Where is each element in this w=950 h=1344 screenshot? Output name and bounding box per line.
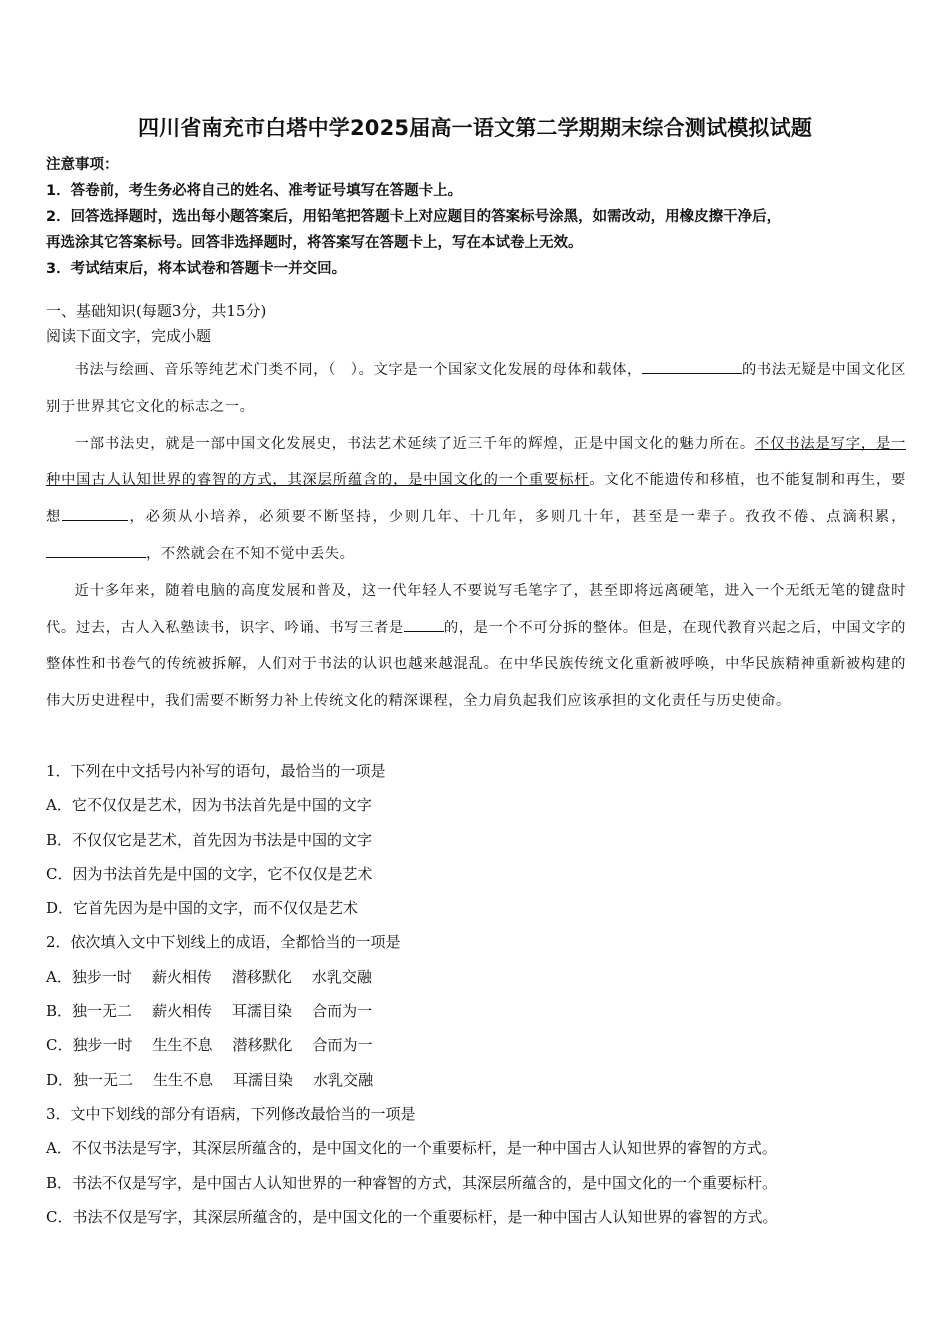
question-option (46, 1028, 906, 1062)
question-option: A．它不仅仅是艺术，因为书法首先是中国的文字 (46, 796, 372, 815)
passage-text: 的书法无疑是中国文化区别于世界其它文化的标志之一。 (46, 362, 906, 415)
idiom: 水乳交融 (313, 1070, 374, 1089)
question-option: A．不仅书法是写字，其深层所蕴含的，是中国文化的一个重要标杆，是一种中国古人认知世界的睿智的方式。 (46, 1139, 777, 1158)
questions (46, 754, 906, 1234)
question-option: B．不仅仅它是艺术，首先因为书法是中国的文字 (46, 830, 373, 849)
question-option: D．它首先因为是中国的文字，而不仅仅是艺术 (46, 899, 359, 918)
passage-text: 的，是一个不可分拆的整体。但是，在现代教育兴起之后，中国文字的整体性和书卷气的传统被拆解，人们对于书法的认识也越来越混乱。在中华民族传统文化重新被呼唤，中华民族精神重新被构建的伟大历史进程中，我们需要不断努力补上传统文化的精深课程，全力肩负起我们应该承担的文化责任与历史使命。 (46, 619, 906, 710)
passage-text: 近十多年来，随着电脑的高度发展和普及，这一代年轻人不要说写毛笔字了，甚至即将远离硬笔，进入一个无纸无笔的键盘时代。过去，古人入私塾读书，识字、吟诵、书写三者是 (46, 582, 906, 636)
idiom: 薪火相传 (152, 1002, 213, 1021)
reading-passage (46, 352, 906, 720)
passage-paragraph-1 (46, 352, 906, 426)
idiom: 耳濡目染 (232, 1002, 293, 1021)
passage-text: 一部书法史，就是一部中国文化发展史，书法艺术延续了近三千年的辉煌，正是中国文化的魅力所在。 (74, 435, 756, 452)
question-stem: 1．下列在中文括号内补写的语句，最恰当的一项是 (46, 762, 386, 780)
fill-blank (46, 541, 146, 558)
passage-text: 书法与绘画、音乐等纯艺术门类不同，（ ）。文字是一个国家文化发展的母体和载体， (74, 362, 642, 378)
underlined-sentence: 不仅书法是写字，是一种中国古人认知世界的睿智的方式，其深层所蕴含的，是中国文化的一个重要标杆 (46, 435, 906, 489)
reading-instruction: 阅读下面文字，完成小题 (46, 327, 212, 345)
idiom: 生生不息 (152, 1036, 213, 1055)
question-option (46, 960, 906, 994)
notice-block (46, 152, 906, 282)
question-option: B．书法不仅是写字，是中国古人认知世界的一种睿智的方式，其深层所蕴含的，是中国文化的一个重要标杆。 (46, 1173, 778, 1192)
fill-blank (642, 357, 742, 374)
idiom: 水乳交融 (311, 967, 372, 986)
question-option: C．书法不仅是写字，其深层所蕴含的，是中国文化的一个重要标杆，是一种中国古人认知世界的睿智的方式。 (46, 1207, 778, 1226)
idiom: B．独一无二 (46, 1002, 133, 1021)
question-stem: 2．依次填入文中下划线上的成语，全都恰当的一项是 (46, 933, 401, 952)
section-heading: 一、基础知识(每题3分，共15分) (46, 302, 267, 320)
notice-item: 3．考试结束后，将本试卷和答题卡一并交回。 (46, 261, 347, 277)
idiom: 耳濡目染 (233, 1070, 294, 1089)
fill-blank (62, 504, 128, 521)
notice-item: 1．答卷前，考生务必将自己的姓名、准考证号填写在答题卡上。 (46, 183, 463, 199)
idiom: 生生不息 (153, 1070, 214, 1089)
notice-item: 2．回答选择题时，选出每小题答案后，用铅笔把答题卡上对应题目的答案标号涂黑，如需改动，用橡皮擦干净后， (46, 209, 782, 225)
idiom: 潜移默化 (232, 1036, 293, 1055)
question-option (46, 994, 906, 1028)
passage-paragraph-3 (46, 573, 906, 720)
passage-text: 。文化不能遗传和移植，也不能复制和再生，要想 (46, 472, 906, 526)
question-stem: 3．文中下划线的部分有语病，下列修改最恰当的一项是 (46, 1104, 416, 1123)
idiom: C．独步一时 (46, 1036, 133, 1055)
passage-text: ，不然就会在不知不觉中丢失。 (146, 545, 355, 562)
idiom: 合而为一 (312, 1036, 373, 1055)
fill-blank (404, 615, 444, 632)
idiom: 薪火相传 (151, 967, 212, 986)
question-option: C．因为书法首先是中国的文字，它不仅仅是艺术 (46, 864, 373, 883)
question-option (46, 1063, 906, 1097)
idiom: D．独一无二 (46, 1070, 134, 1089)
passage-text: ，必须从小培养，必须要不断坚持，少则几年、十几年，多则几十年，甚至是一辈子。孜孜不倦、点滴积累， (128, 509, 907, 526)
notice-heading: 注意事项： (46, 157, 119, 173)
passage-paragraph-2 (46, 426, 906, 573)
idiom: 潜移默化 (231, 967, 292, 986)
exam-title: 四川省南充市白塔中学2025届高一语文第二学期期末综合测试模拟试题 (137, 116, 813, 140)
idiom: A．独步一时 (46, 967, 132, 986)
idiom: 合而为一 (312, 1002, 373, 1021)
notice-item: 再选涂其它答案标号。回答非选择题时，将答案写在答题卡上，写在本试卷上无效。 (46, 235, 583, 251)
